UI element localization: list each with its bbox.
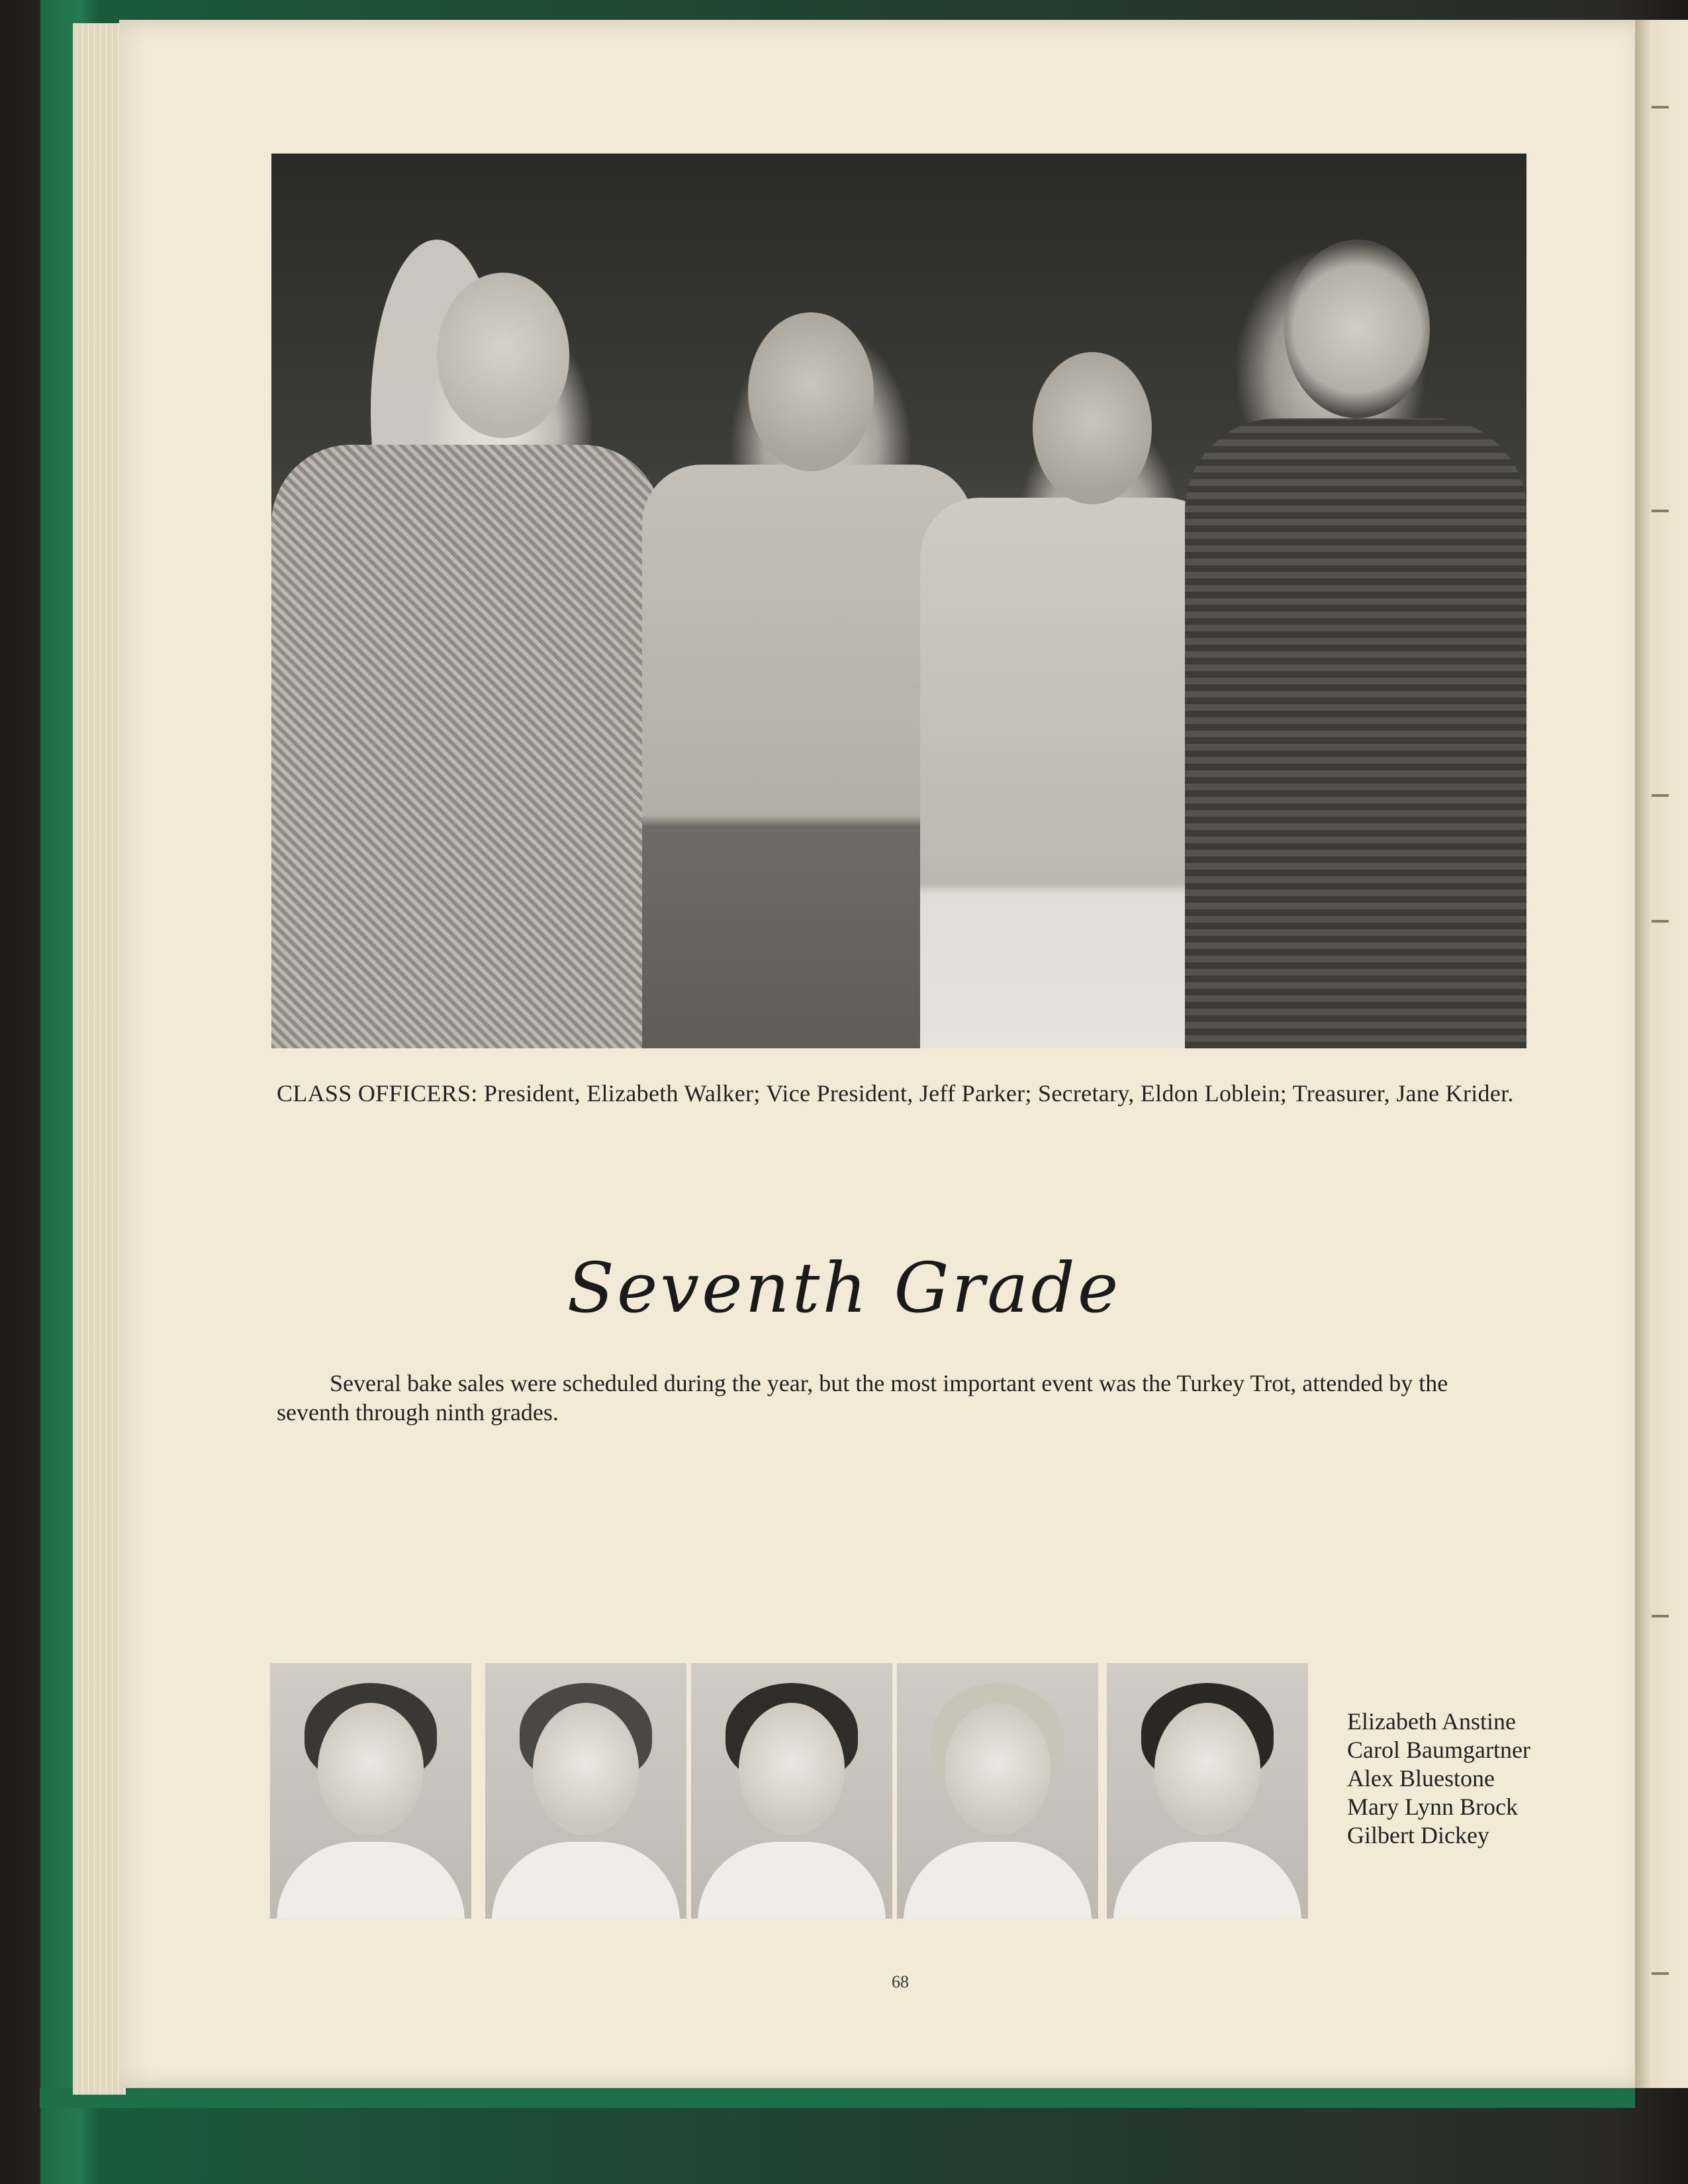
portrait-shirt: [277, 1842, 465, 1919]
class-officers-photo: [271, 154, 1526, 1048]
portrait-face: [739, 1703, 845, 1835]
page-stack-edge: [73, 23, 126, 2095]
photo-head-2: [748, 312, 874, 471]
photo-figure-3: [920, 498, 1225, 1048]
photo-caption: CLASS OFFICERS: President, Elizabeth Walker; Vice President, Jeff Parker; Secretary, Eldon Loblein; Treasurer, Jane Krider.: [277, 1080, 1514, 1107]
student-name: Gilbert Dickey: [1347, 1822, 1489, 1848]
student-name: Carol Baumgartner: [1347, 1737, 1530, 1763]
student-portrait: [897, 1663, 1098, 1919]
student-name: Elizabeth Anstine: [1347, 1708, 1516, 1735]
portrait-shirt: [492, 1842, 680, 1919]
photo-head-1: [437, 273, 569, 438]
photo-figure-4: [1185, 418, 1526, 1048]
photo-head-3: [1033, 352, 1152, 504]
student-portrait: [1107, 1663, 1308, 1919]
photo-figure-1: [271, 445, 662, 1048]
cover-edge: [40, 2088, 1635, 2108]
binding-stitch: [1652, 1972, 1669, 1975]
photo-head-4: [1284, 240, 1430, 418]
portrait-face: [318, 1703, 424, 1835]
page-number: 68: [892, 1972, 909, 1991]
page-gutter: [1635, 20, 1688, 2088]
binding-stitch: [1652, 106, 1669, 109]
binding-stitch: [1652, 920, 1669, 923]
student-name: Mary Lynn Brock: [1347, 1794, 1518, 1820]
portrait-face: [945, 1703, 1051, 1835]
student-name: Alex Bluestone: [1347, 1765, 1495, 1792]
portrait-row: [270, 1663, 1313, 1919]
student-portrait: [691, 1663, 892, 1919]
portrait-shirt: [904, 1842, 1092, 1919]
body-paragraph: Several bake sales were scheduled during the year, but the most important event was the Turkey Trot, attended by the seventh through ninth grades.: [277, 1370, 1448, 1426]
binding-stitch: [1652, 794, 1669, 797]
portrait-face: [1154, 1703, 1260, 1835]
binding-stitch: [1652, 510, 1669, 512]
portrait-shirt: [1113, 1842, 1301, 1919]
portrait-face: [533, 1703, 639, 1835]
student-portrait: [270, 1663, 471, 1919]
student-name-list: [1347, 1707, 1638, 1850]
page-title: Seventh Grade: [567, 1248, 1121, 1328]
portrait-shirt: [698, 1842, 886, 1919]
binding-stitch: [1652, 1615, 1669, 1617]
student-portrait: [485, 1663, 686, 1919]
